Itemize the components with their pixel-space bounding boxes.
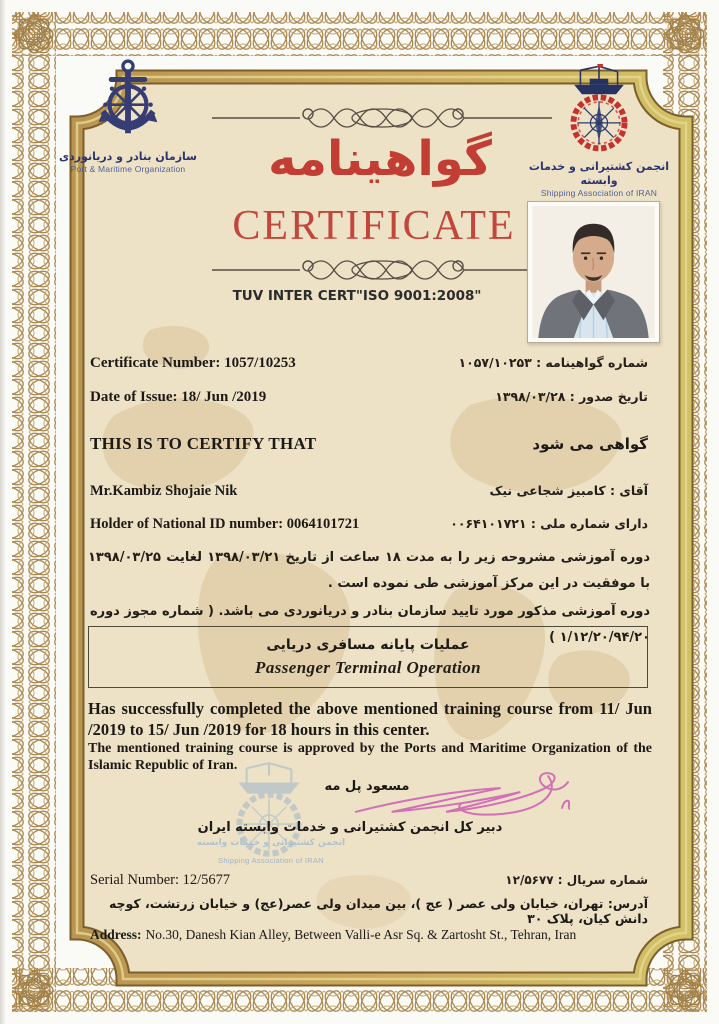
stamp-text-en: Shipping Association of IRAN bbox=[218, 856, 324, 865]
date-of-issue-row bbox=[90, 389, 648, 406]
date-of-issue-en: Date of Issue: 18/ Jun /2019 bbox=[90, 389, 267, 405]
serial-number-row bbox=[90, 872, 648, 889]
signer-name: مسعود پل مه bbox=[324, 779, 410, 794]
serial-number-fa: شماره سریال : ۱۲/۵۶۷۷ bbox=[505, 873, 648, 887]
association-name-fa: انجمن کشتیرانی و خدمات وابسته bbox=[528, 160, 670, 187]
address-en-value: No.30, Danesh Kian Alley, Between Valli-e Asr Sq. & Zartosht St., Tehran, Iran bbox=[145, 927, 577, 942]
certificate-title-fa: گواهینامه bbox=[268, 131, 492, 187]
ship-silhouette bbox=[574, 64, 624, 94]
holder-name-en: Mr.Kambiz Shojaie Nik bbox=[90, 483, 238, 499]
completion-paragraph-en: Has successfully completed the above mentioned training course from 11/ Jun /2019 to 15/ Jun /2019 for 18 hours in this center. bbox=[88, 699, 652, 739]
iso-certification-line: TUV INTER CERT"ISO 9001:2008" bbox=[232, 288, 482, 304]
anchor-wheel-logo-icon bbox=[92, 56, 164, 150]
national-id-en: Holder of National ID number: 0064101721 bbox=[90, 516, 360, 532]
course-title-box bbox=[88, 626, 648, 688]
stamp-text-fa: انجمن کشتیرانی و خدمات وابسته bbox=[196, 838, 346, 848]
holder-photo bbox=[527, 201, 660, 343]
address-fa: آدرس: تهران، خیابان ولی عصر ( عج )، بین میدان ولی عصر(عج) و خیابان زرتشت، کوچه دانش کیان، پلاک ۳۰ bbox=[108, 896, 648, 926]
serial-number-en: Serial Number: 12/5677 bbox=[90, 872, 231, 888]
ship-compass-logo-icon bbox=[540, 64, 658, 160]
training-paragraph-fa: دوره آموزشی مشروحه زیر را به مدت ۱۸ ساعت از تاریخ ۱۳۹۸/۰۳/۲۱ لغایت ۱۳۹۸/۰۳/۲۵ با موفقیت در این مرکز آموزشی طی نموده است . bbox=[88, 550, 650, 591]
certificate-number-fa: شماره گواهینامه : ۱۰۵۷/۱۰۲۵۳ bbox=[458, 355, 648, 370]
certificate-number-row bbox=[90, 355, 648, 372]
certify-statement-fa: گواهی می شود bbox=[532, 435, 648, 453]
approval-paragraph-en: The mentioned training course is approved by the Ports and Maritime Organization of the Islamic Republic of Iran. bbox=[88, 741, 652, 773]
approval-paragraph-fa: دوره آموزشی مذکور مورد تایید سازمان بنادر و دریانوردی می باشد. ( شماره مجوز دوره ۱/۱۲/۲۰/۹۴/۲۰ ) bbox=[89, 604, 650, 645]
course-title-en: Passenger Terminal Operation bbox=[255, 657, 481, 677]
holder-name-row bbox=[90, 483, 648, 500]
association-logo-caption bbox=[524, 160, 674, 198]
signer-title: دبیر کل انجمن کشتیرانی و خدمات وابسته ایران bbox=[197, 820, 503, 835]
portrait-photo bbox=[532, 206, 655, 338]
certify-statement-en: THIS IS TO CERTIFY THAT bbox=[90, 434, 317, 453]
pmo-name-en: Port & Maritime Organization bbox=[70, 163, 186, 174]
certificate-number-en: Certificate Number: 1057/10253 bbox=[90, 355, 296, 371]
course-title-fa: عملیات پایانه مسافری دریایی bbox=[266, 636, 470, 653]
pmo-logo-caption bbox=[53, 150, 203, 174]
national-id-row bbox=[90, 516, 648, 533]
certificate-title-en: CERTIFICATE bbox=[232, 203, 516, 249]
address-en-label: Address: bbox=[90, 927, 142, 942]
flourish-ornament-bottom bbox=[212, 256, 552, 284]
handwritten-signature bbox=[352, 766, 570, 824]
pmo-name-fa: سازمان بنادر و دریانوردی bbox=[59, 150, 197, 163]
date-of-issue-fa: تاریخ صدور : ۱۳۹۸/۰۳/۲۸ bbox=[495, 389, 648, 404]
address-en bbox=[90, 927, 576, 943]
certify-row bbox=[90, 434, 648, 454]
association-name-en: Shipping Association of IRAN bbox=[540, 187, 658, 198]
holder-name-fa: آقای : کامبیز شجاعی نیک bbox=[489, 483, 648, 498]
national-id-fa: دارای شماره ملی : ۰۰۶۴۱۰۱۷۲۱ bbox=[450, 516, 648, 531]
